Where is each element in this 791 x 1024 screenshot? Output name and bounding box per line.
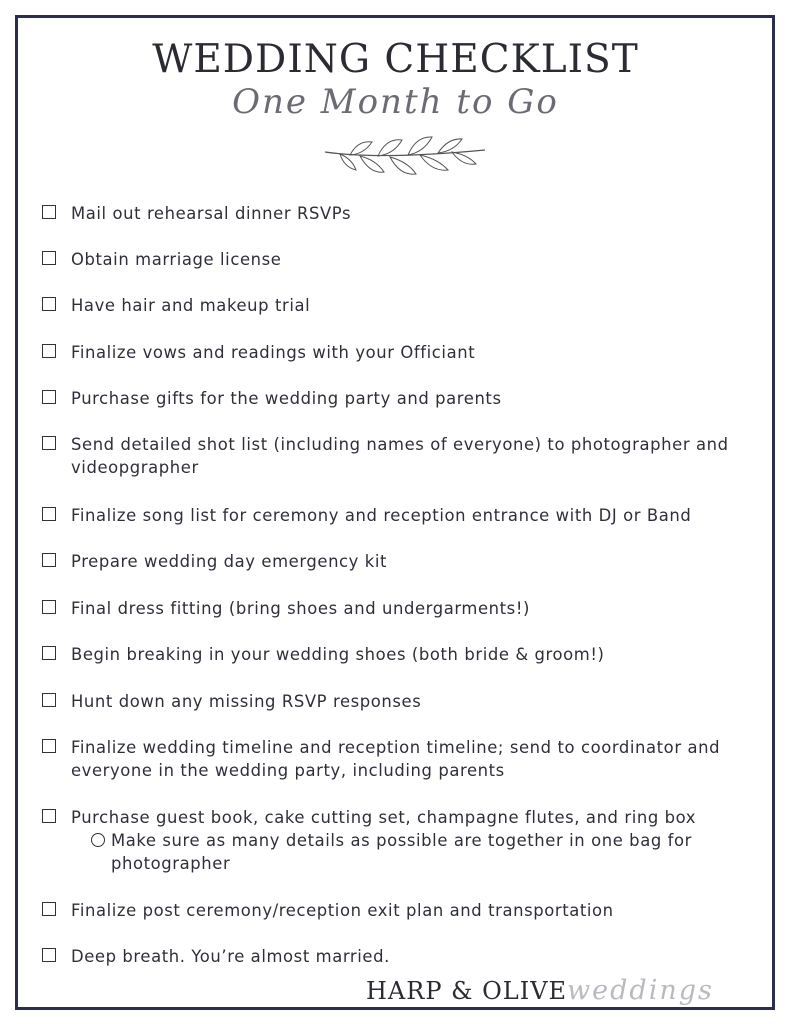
checkbox[interactable] (42, 902, 56, 916)
brand-script: weddings (567, 975, 714, 1006)
checkbox[interactable] (42, 297, 56, 311)
item-text: Finalize wedding timeline and reception timeline; send to coordinator and everyone in the wedding party, including parents (71, 738, 721, 780)
olive-sprig-icon (320, 132, 490, 192)
checkbox[interactable] (42, 600, 56, 614)
checkbox[interactable] (42, 948, 56, 962)
item-text: Final dress fitting (bring shoes and undergarments!) (71, 599, 530, 618)
item-text: Hunt down any missing RSVP responses (71, 692, 422, 711)
item-text: Have hair and makeup trial (71, 296, 311, 315)
checkbox[interactable] (42, 646, 56, 660)
page-title: WEDDING CHECKLIST (152, 37, 639, 82)
checkbox[interactable] (42, 693, 56, 707)
checkbox[interactable] (42, 739, 56, 753)
page-subtitle: One Month to Go (232, 82, 559, 122)
item-text: Mail out rehearsal dinner RSVPs (71, 204, 352, 223)
item-text: Purchase guest book, cake cutting set, champagne flutes, and ring box (71, 808, 697, 827)
item-text: Finalize vows and readings with your Officiant (71, 343, 476, 362)
subitem-text: Make sure as many details as possible are together in one bag for photographer (111, 831, 692, 873)
item-text: Prepare wedding day emergency kit (71, 552, 388, 571)
item-text: Deep breath. You’re almost married. (71, 947, 390, 966)
item-text: Purchase gifts for the wedding party and parents (71, 389, 502, 408)
checkbox[interactable] (42, 553, 56, 567)
checkbox[interactable] (42, 390, 56, 404)
brand-name: HARP & OLIVE (366, 977, 568, 1005)
item-text: Send detailed shot list (including names of everyone) to photographer and videopgrapher (71, 435, 729, 477)
checkbox[interactable] (42, 251, 56, 265)
checkbox[interactable] (42, 344, 56, 358)
item-text: Begin breaking in your wedding shoes (both bride & groom!) (71, 645, 605, 664)
radio-circle[interactable] (91, 833, 105, 847)
brand-logo (366, 975, 714, 1009)
item-text: Obtain marriage license (71, 250, 282, 269)
checkbox[interactable] (42, 507, 56, 521)
checkbox[interactable] (42, 436, 56, 450)
item-text: Finalize post ceremony/reception exit plan and transportation (71, 901, 614, 920)
item-text: Finalize song list for ceremony and reception entrance with DJ or Band (71, 506, 692, 525)
checkbox[interactable] (42, 205, 56, 219)
checkbox[interactable] (42, 809, 56, 823)
